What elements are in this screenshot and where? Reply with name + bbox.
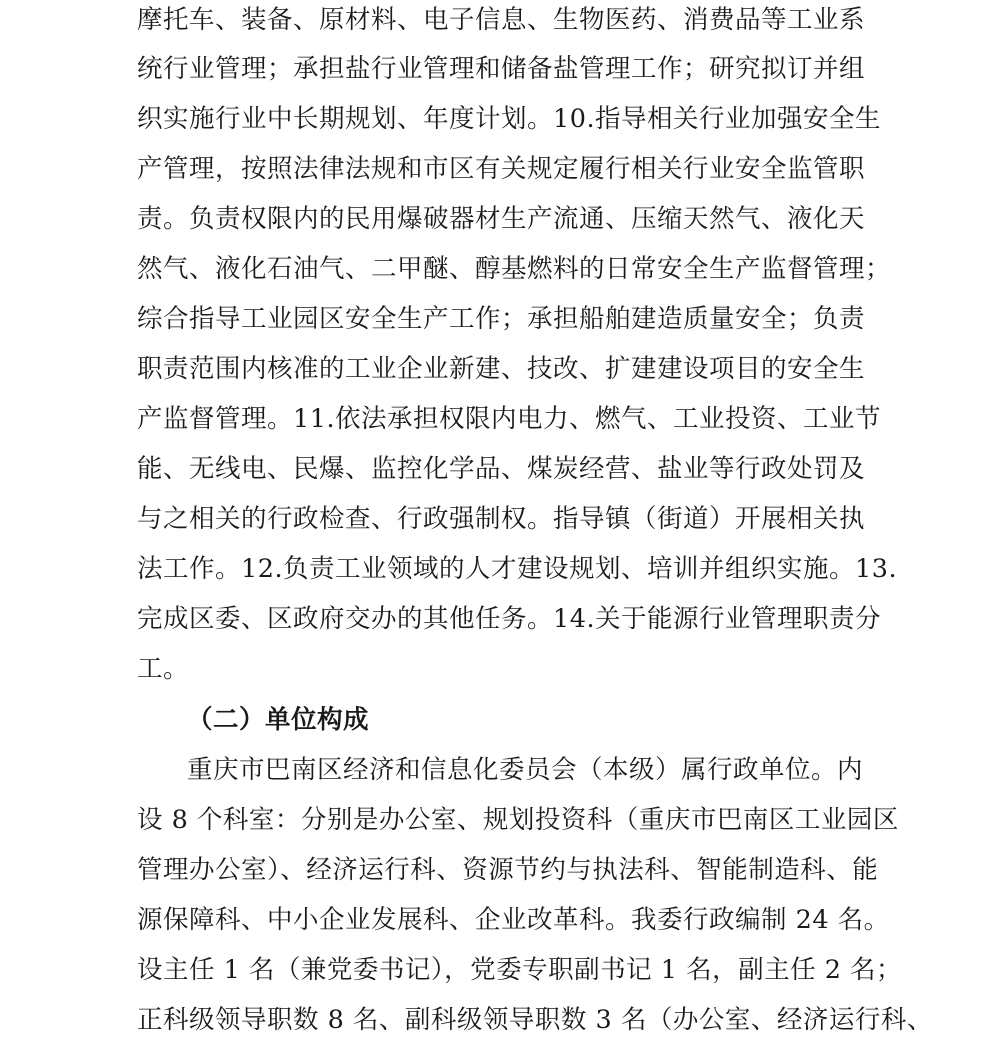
section-text-line: 管理办公室）、经济运行科、资源节约与执法科、智能制造科、能	[137, 855, 879, 885]
body-text-line: 产管理，按照法律法规和市区有关规定履行相关行业安全监管职	[137, 154, 866, 184]
body-text-line: 统行业管理；承担盐行业管理和储备盐管理工作；研究拟订并组	[137, 54, 866, 84]
body-text-line: 综合指导工业园区安全生产工作；承担船舶建造质量安全；负责	[137, 304, 866, 334]
section-text-line: 正科级领导职数 8 名、副科级领导职数 3 名（办公室、经济运行科、	[137, 1005, 933, 1035]
body-text-line: 职责范围内核准的工业企业新建、技改、扩建建设项目的安全生	[137, 354, 866, 384]
body-text-line: 摩托车、装备、原材料、电子信息、生物医药、消费品等工业系	[137, 5, 866, 35]
section-text-line: 设主任 1 名（兼党委书记），党委专职副书记 1 名，副主任 2 名；	[137, 955, 903, 985]
section-text-line: 源保障科、中小企业发展科、企业改革科。我委行政编制 24 名。	[137, 905, 890, 935]
body-text-line: 责。负责权限内的民用爆破器材生产流通、压缩天然气、液化天	[137, 204, 866, 234]
body-text-line: 与之相关的行政检查、行政强制权。指导镇（街道）开展相关执	[137, 504, 866, 534]
section-text-line: 重庆市巴南区经济和信息化委员会（本级）属行政单位。内	[187, 755, 864, 785]
section-heading: （二）单位构成	[187, 705, 370, 735]
body-text-line: 织实施行业中长期规划、年度计划。10.指导相关行业加强安全生	[137, 104, 882, 134]
body-text-line: 然气、液化石油气、二甲醚、醇基燃料的日常安全生产监督管理；	[137, 254, 892, 284]
body-text-line: 法工作。12.负责工业领域的人才建设规划、培训并组织实施。13.	[137, 554, 898, 584]
body-text-line: 能、无线电、民爆、监控化学品、煤炭经营、盐业等行政处罚及	[137, 454, 866, 484]
body-text-line: 产监督管理。11.依法承担权限内电力、燃气、工业投资、工业节	[137, 404, 882, 434]
body-text-line: 完成区委、区政府交办的其他任务。14.关于能源行业管理职责分	[137, 604, 882, 634]
section-text-line: 设 8 个科室：分别是办公室、规划投资科（重庆市巴南区工业园区	[137, 805, 899, 835]
body-text-line: 工。	[137, 654, 190, 684]
